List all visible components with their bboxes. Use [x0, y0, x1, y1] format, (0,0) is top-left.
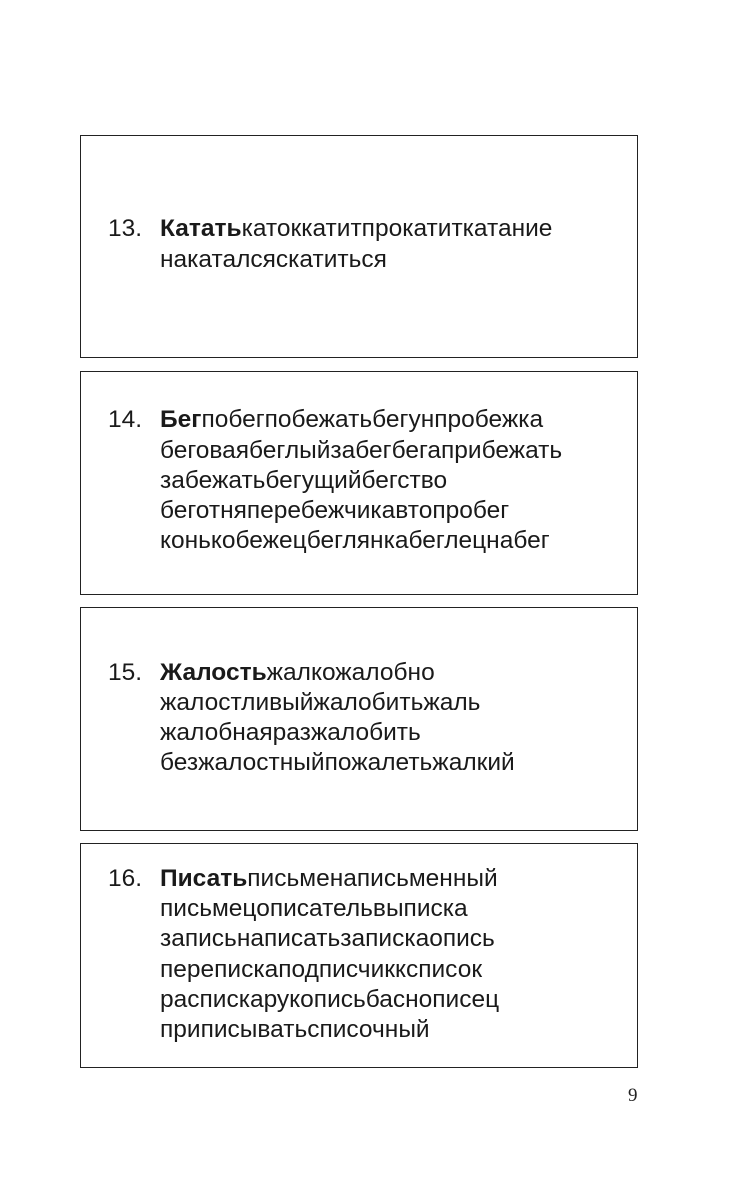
entry-line: забежатьбегущийбегство: [160, 466, 448, 494]
entry-headword: Жалость: [160, 658, 267, 686]
page-number: 9: [628, 1085, 638, 1106]
entry-line: приписыватьсписочный: [160, 1015, 430, 1043]
entry-line: беговаябеглыйзабегбегаприбежать: [160, 436, 563, 464]
entry-15: [81, 658, 515, 779]
entry-16: [81, 864, 499, 1045]
entry-line: беготняперебежчикавтопробег: [160, 497, 510, 525]
entry-words: письменаписьменный: [247, 864, 498, 892]
word-box-15: [80, 607, 638, 831]
entry-words: побегпобежатьбегунпробежка: [201, 406, 544, 434]
entry-number: 16.: [108, 864, 143, 892]
entry-line: перепискаподписчикксписок: [160, 955, 483, 983]
entry-line: распискарукописьбаснописец: [160, 985, 500, 1013]
word-box-14: [80, 371, 638, 595]
word-box-13: [80, 135, 638, 358]
word-box-16: [80, 843, 638, 1068]
entry-line: безжалостныйпожалетьжалкий: [160, 749, 515, 777]
entry-headword: Писать: [160, 864, 248, 892]
entry-words: жалкожалобно: [266, 658, 435, 686]
entry-first-line: [160, 864, 499, 894]
entry-line: записьнаписатьзапискаопись: [160, 925, 495, 953]
entry-headword: Катать: [160, 215, 242, 243]
entry-line: конькобежецбеглянкабеглецнабег: [160, 527, 550, 555]
entry-words: катоккатитпрокатиткатание: [241, 215, 553, 243]
entry-number: 14.: [108, 406, 143, 434]
entry-line: жалостливыйжалобитьжаль: [160, 688, 481, 716]
entry-line: письмецописательвыписка: [160, 895, 468, 923]
entry-number: 13.: [108, 215, 143, 243]
entry-line: жалобнаяразжалобить: [160, 719, 421, 746]
entry-first-line: [160, 658, 515, 688]
entry-14: [81, 405, 562, 556]
entry-number: 15.: [108, 658, 143, 686]
entry-13: [81, 214, 552, 274]
entry-first-line: [160, 214, 552, 244]
entry-first-line: [160, 405, 562, 435]
entry-headword: Бег: [160, 406, 202, 434]
entry-line: накаталсяскатиться: [160, 245, 387, 273]
